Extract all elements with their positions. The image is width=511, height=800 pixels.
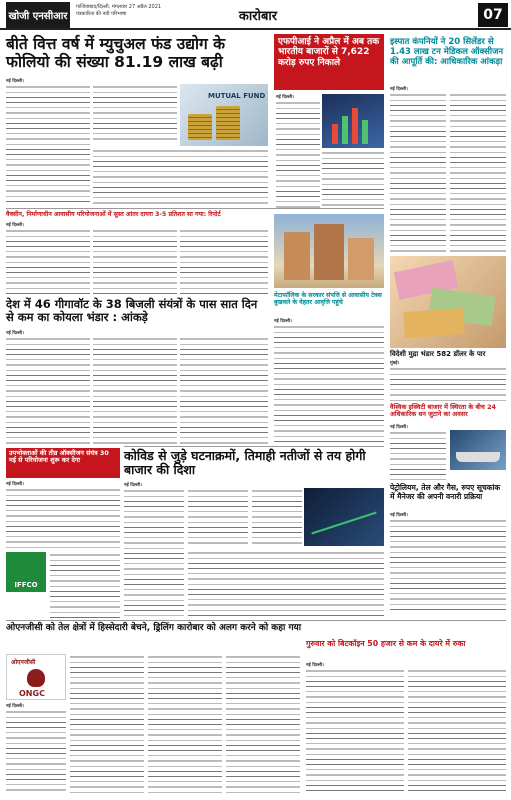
mutual-fund-label: MUTUAL FUND (208, 92, 266, 100)
story12-body-col2 (70, 654, 144, 795)
story6-byline: नई दिल्ली। (274, 319, 292, 324)
ongc-text: ONGC (19, 689, 45, 698)
story1-body-col2 (93, 84, 177, 144)
story13-byline: नई दिल्ली। (306, 663, 324, 668)
story3-body (390, 92, 446, 252)
dateline (76, 4, 206, 18)
coin-stack (188, 114, 212, 140)
dateline-date: गाजियाबाद/दिल्ली, मंगलवार 27 अप्रैल 2021 (76, 4, 162, 10)
chart-bar (352, 108, 358, 144)
story12-body-col3 (148, 654, 222, 795)
story11-body (390, 518, 506, 614)
page-number: 07 (478, 3, 508, 27)
story1-byline: नई दिल्ली। (6, 79, 24, 84)
masthead-logo: खोजी एनसीआर (6, 2, 70, 28)
story2-headline: एफपीआई ने अप्रैल में अब तक भारतीय बाजारों से 7,622 करोड़ रुपए निकाले (278, 37, 380, 68)
ongc-flame-icon (27, 669, 45, 687)
story9-body-col4 (188, 550, 384, 618)
ongc-logo (6, 654, 66, 700)
story7-body (390, 366, 506, 402)
story12-body (6, 709, 66, 795)
ongc-hindi-text: ओएनजीसी (11, 659, 36, 666)
story3-byline: नई दिल्ली। (390, 87, 408, 92)
story9-body (124, 488, 184, 618)
story6-body (274, 324, 384, 444)
story4-byline: नई दिल्ली। (6, 223, 24, 228)
story8-headline: वैश्विक इक्विटी बाजार में स्थिरता के बीच 24 अधिकारिक धन जुटाने का अवसर (390, 403, 496, 419)
dateline-tagline: पत्रकारिता की नयी परिभाषा (76, 11, 127, 17)
story4-headline: वैक्सीन, निर्माणाधीन आवासीय परियोजनाओं में सुस्त आंतर दायरा 3-5 प्रतिशत सा गया: रिपोर्ट (6, 211, 221, 218)
divider (6, 208, 384, 209)
story4-body (6, 228, 90, 294)
story12-body-col4 (226, 654, 300, 795)
story13-body (306, 668, 404, 795)
ship (456, 452, 500, 462)
story7-photo (390, 256, 506, 348)
story1-headline: बीते वित्त वर्ष में म्युचुअल फंड उद्योग के फोलियो की संख्या 81.19 लाख बढ़ी (6, 35, 226, 71)
story10-byline: नई दिल्ली। (6, 482, 24, 487)
story10-headline: उपभोक्ताओं की तीव्र ऑक्सीजन संयंत्र 30 मई से परियोजना शुरू कर देगा (9, 449, 109, 465)
chart-bar (332, 124, 338, 144)
iffco-logo-text: IFFCO (14, 581, 38, 589)
story10-body (6, 487, 120, 549)
story6-photo (274, 214, 384, 288)
story5-byline: नई दिल्ली। (6, 331, 24, 336)
story13-body-col2 (408, 668, 506, 795)
building (314, 224, 344, 280)
story8-photo (450, 430, 506, 470)
story5-headline: देश में 46 गीगावॉट के 38 बिजली संयंत्रों के पास सात दिन से कम का कोयला भंडार : आंकड़े (6, 297, 258, 325)
building (284, 232, 310, 280)
story11-headline: पेट्रोलियम, तेल और गैस, रुपए सूचकांक में मैनेजर की अपनी वनारी प्रक्रिया (390, 483, 501, 501)
divider (124, 446, 384, 447)
banknote (403, 308, 465, 338)
story1-body-col3 (93, 148, 268, 204)
chart-bar (342, 116, 348, 144)
story10-body-col2 (50, 552, 120, 618)
story1-photo (180, 84, 268, 146)
story2-headline-box (274, 34, 384, 90)
section-title: कारोबार (238, 9, 278, 24)
story6-headline: मेटाफॉलिक के सरकार संपत्ति से आवासीय टेक्स बुखवले के वेहतर आवृत्ति पहुंचे (274, 292, 382, 307)
story2-body (276, 100, 320, 210)
story9-body-col2 (188, 488, 248, 546)
story11-byline: नई दिल्ली। (390, 513, 408, 518)
story13-headline: गुरुवार को बिटकॉइन 50 हजार से कम के दायरे में रुका (306, 639, 466, 648)
story5-body (6, 336, 90, 444)
story12-headline: ओएनजीसी को तेल क्षेत्रों में हिस्सेदारी बेचने, ड्रिलिंग कारोबार को अलग करने को कहा गया (6, 623, 302, 633)
story7-headline: विदेशी मुद्रा भंडार 582 डॉलर के पार (390, 350, 486, 358)
story4-body-col3 (180, 228, 268, 294)
story8-body (390, 430, 446, 480)
story2-byline: नई दिल्ली। (276, 95, 294, 100)
story4-body-col2 (93, 228, 177, 294)
story9-body-col3 (252, 488, 302, 546)
coin-stack (216, 106, 240, 140)
story5-body-col3 (180, 336, 268, 444)
building (348, 238, 374, 280)
story9-photo (304, 488, 384, 546)
chart-line (311, 512, 376, 535)
story3-body-col2 (450, 92, 506, 252)
story5-body-col2 (93, 336, 177, 444)
story1-body (6, 84, 90, 204)
chart-bar (362, 120, 368, 144)
story2-body-col2 (322, 150, 384, 210)
page-header (0, 0, 511, 30)
story7-byline: मुंबई। (390, 361, 400, 366)
divider (6, 620, 506, 621)
story10-headline-box (6, 448, 120, 478)
story9-byline: नई दिल्ली। (124, 483, 142, 488)
story8-byline: नई दिल्ली। (390, 425, 408, 430)
story3-headline: इस्पात कंपनियों ने 20 सिलेंडर से 1.43 लाख टन मेडिकल ऑक्सीजन की आपूर्ति की: आधिकारिक आंकड़ा (390, 37, 504, 67)
story12-byline: नई दिल्ली। (6, 704, 24, 709)
story9-headline: कोविड से जुड़े घटनाक्रमों, तिमाही नतीजों से तय होगी बाजार की दिशा (124, 448, 366, 478)
iffco-logo (6, 552, 46, 592)
story2-chart-photo (322, 94, 384, 148)
